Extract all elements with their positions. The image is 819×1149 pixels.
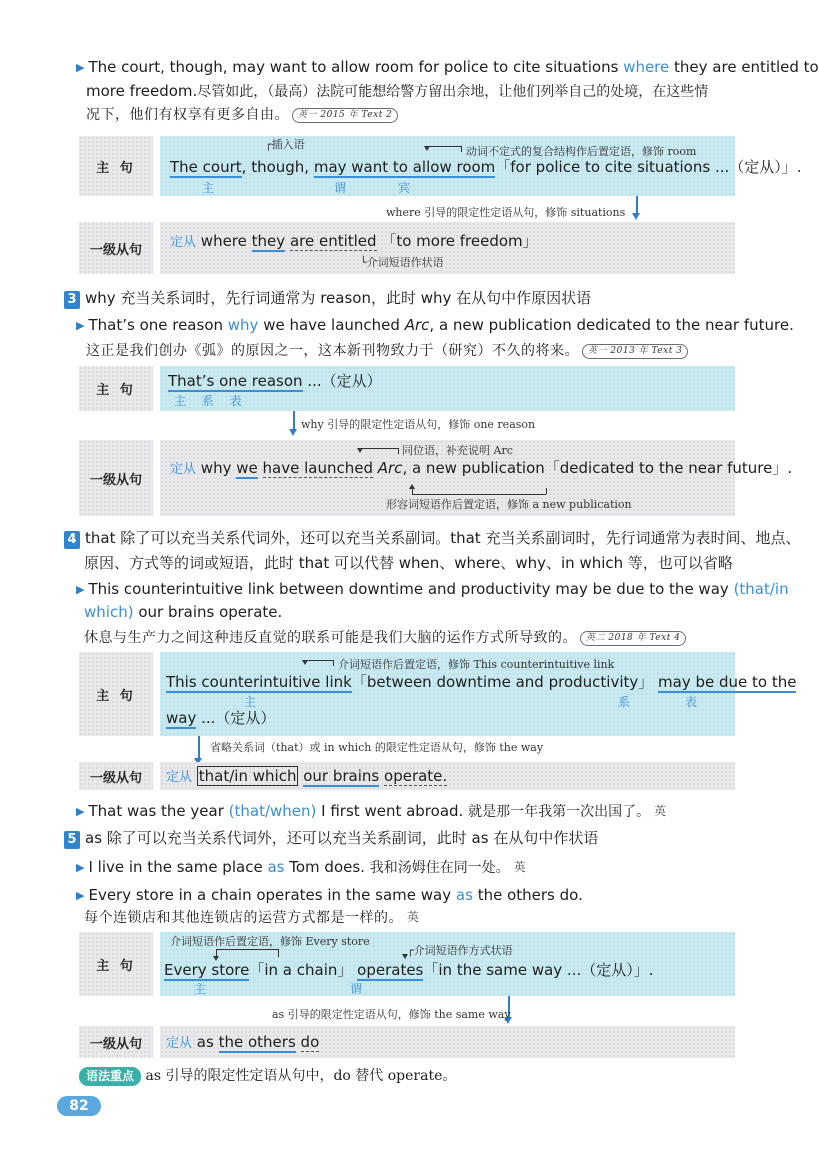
- source-tag: 英: [654, 804, 667, 818]
- sub-clause-box: [160, 440, 793, 516]
- example-3-english: ▶ That’s one reason why we have launched Arc, a new publication dedicated to the near future.: [76, 316, 794, 334]
- source-tag: 英二 2018 年 Text 4: [580, 631, 686, 646]
- source-tag: 英: [513, 860, 526, 874]
- main-clause-sentence: This counterintuitive link「between downtime and productivity」 may be due to the: [166, 673, 797, 691]
- sub-clause-box: [160, 222, 735, 274]
- example-4-english-cont: which) our brains operate.: [84, 603, 283, 621]
- sub-clause-sentence: 定从 that/in which our brains operate.: [166, 767, 448, 785]
- main-clause-label: 主 句: [79, 652, 153, 736]
- prep-phrase-annotation: 介词短语作后置定语，修饰 This counterintuitive link: [338, 658, 615, 671]
- section-4-heading: 4 that 除了可以充当关系代词外，还可以充当关系副词。that 充当关系副词时，先行词通常为表时间、地点、: [64, 527, 800, 549]
- example-3-chinese: 这正是我们创办《弧》的原因之一，这本新刊物致力于（研究）不久的将来。 英一 2013 年 Text 3: [86, 340, 688, 362]
- grammar-keypoint: 语法重点 as 引导的限定性定语从句中，do 替代 operate。: [79, 1066, 456, 1086]
- relative-clause-note: where 引导的限定性定语从句，修饰 situations: [386, 206, 626, 219]
- example-4b: ▶ That was the year (that/when) I first went abroad. 就是那一年我第一次出国了。 英: [76, 802, 667, 820]
- sub-clause-label: 一级从句: [79, 1026, 153, 1058]
- prep-phrase-annotation-1: 介词短语作后置定语，修饰 Every store: [170, 935, 370, 948]
- section-4-heading-cont: 原因、方式等的词或短语，此时 that 可以代替 when、where、why、in which 等，也可以省略: [84, 554, 733, 572]
- appositive-annotation: 同位语，补充说明 Arc: [402, 444, 513, 457]
- section-number: 5: [64, 831, 80, 849]
- main-clause-label: 主 句: [79, 136, 153, 196]
- example-1-chinese: 况下，他们有权享有更多自由。 英一 2015 年 Text 2: [86, 104, 398, 126]
- source-tag: 英: [407, 910, 420, 924]
- source-tag: 英一 2015 年 Text 2: [292, 108, 398, 123]
- sub-clause-label: 一级从句: [79, 222, 153, 274]
- sub-clause-label: 一级从句: [79, 762, 153, 790]
- bullet-triangle-icon: ▶: [76, 889, 85, 902]
- main-clause-box: ┌插入语 动词不定式的复合结构作后置定语，修饰 room The court, though, may want to allow room「for police to cite situations ...（定从）」. 主 谓 宾: [160, 136, 735, 196]
- sub-clause-box: [160, 1026, 735, 1058]
- sub-clause-sentence: 定从 as the others do: [166, 1033, 320, 1051]
- section-5-heading: 5 as 除了可以充当关系代词外，还可以充当关系副词，此时 as 在从句中作状语: [64, 827, 598, 849]
- example-4-english: ▶ This counterintuitive link between downtime and productivity may be due to the way (that/in: [76, 580, 789, 598]
- sub-clause-box: [160, 762, 735, 790]
- main-clause-box: That’s one reason ...（定从） 主 系 表: [160, 366, 735, 411]
- relative-clause-note: why 引导的限定性定语从句，修饰 one reason: [301, 418, 536, 431]
- main-clause-label: 主 句: [79, 366, 153, 411]
- example-5b-english: ▶ Every store in a chain operates in the same way as the others do.: [76, 886, 583, 904]
- bullet-triangle-icon: ▶: [76, 805, 85, 818]
- main-clause-label: 主 句: [79, 932, 153, 996]
- bullet-triangle-icon: ▶: [76, 61, 85, 74]
- relative-clause-note: 省略关系词（that）或 in which 的限定性定语从句，修饰 the way: [210, 741, 544, 754]
- infinitive-annotation: 动词不定式的复合结构作后置定语，修饰 room: [466, 145, 697, 158]
- main-clause-box: 介词短语作后置定语，修饰 This counterintuitive link This counterintuitive link「between downtime and productivity」 may be due to the 主 系 表 way ...（定从）: [160, 652, 735, 736]
- keypoint-badge: 语法重点: [79, 1067, 141, 1086]
- example-1-english: ▶ The court, though, may want to allow room for police to cite situations where they are entitled to: [76, 58, 819, 76]
- relative-clause-note: as 引导的限定性定语从句，修饰 the same way: [272, 1008, 511, 1021]
- section-3-heading: 3 why 充当关系词时，先行词通常为 reason，此时 why 在从句中作原因状语: [64, 287, 591, 309]
- main-clause-sentence: The court, though, may want to allow room「for police to cite situations ...（定从）」.: [170, 158, 802, 176]
- source-tag: 英一 2013 年 Text 3: [582, 344, 688, 359]
- example-5b-chinese: 每个连锁店和其他连锁店的运营方式都是一样的。 英: [84, 906, 420, 929]
- sub-clause-label: 一级从句: [79, 440, 153, 516]
- main-clause-sentence: That’s one reason ...（定从）: [168, 372, 382, 390]
- bullet-triangle-icon: ▶: [76, 319, 85, 332]
- section-number: 4: [64, 531, 80, 549]
- insert-annotation: ┌插入语: [265, 138, 305, 151]
- prep-phrase-annotation-2: ┌介词短语作方式状语: [407, 944, 513, 957]
- sub-clause-sentence: 定从 where they are entitled 「to more freedom」: [170, 232, 538, 250]
- adjective-phrase-annotation: 形容词短语作后置定语，修饰 a new publication: [386, 498, 632, 511]
- main-clause-sentence: Every store「in a chain」 operates「in the same way ...（定从）」.: [164, 961, 654, 979]
- sub-clause-sentence: 定从 why we have launched Arc, a new publication「dedicated to the near future」.: [170, 459, 793, 477]
- prep-adverbial-annotation: └介词短语作状语: [360, 256, 444, 269]
- example-1-english-cont: more freedom.尽管如此，（最高）法院可能想给警方留出余地，让他们列举自己的处境，在这些情: [86, 82, 709, 100]
- main-clause-box: 介词短语作后置定语，修饰 Every store ┌介词短语作方式状语 Every store「in a chain」 operates「in the same way ...（定从）」. 主 谓: [160, 932, 735, 996]
- example-5a: ▶ I live in the same place as Tom does. 我和汤姆住在同一处。 英: [76, 858, 526, 876]
- page-number: 82: [57, 1096, 101, 1116]
- bullet-triangle-icon: ▶: [76, 861, 85, 874]
- section-number: 3: [64, 291, 80, 309]
- main-clause-sentence-cont: way ...（定从）: [166, 709, 276, 727]
- bullet-triangle-icon: ▶: [76, 583, 85, 596]
- example-4-chinese: 休息与生产力之间这种违反直觉的联系可能是我们大脑的运作方式所导致的。 英二 2018 年 Text 4: [84, 627, 686, 649]
